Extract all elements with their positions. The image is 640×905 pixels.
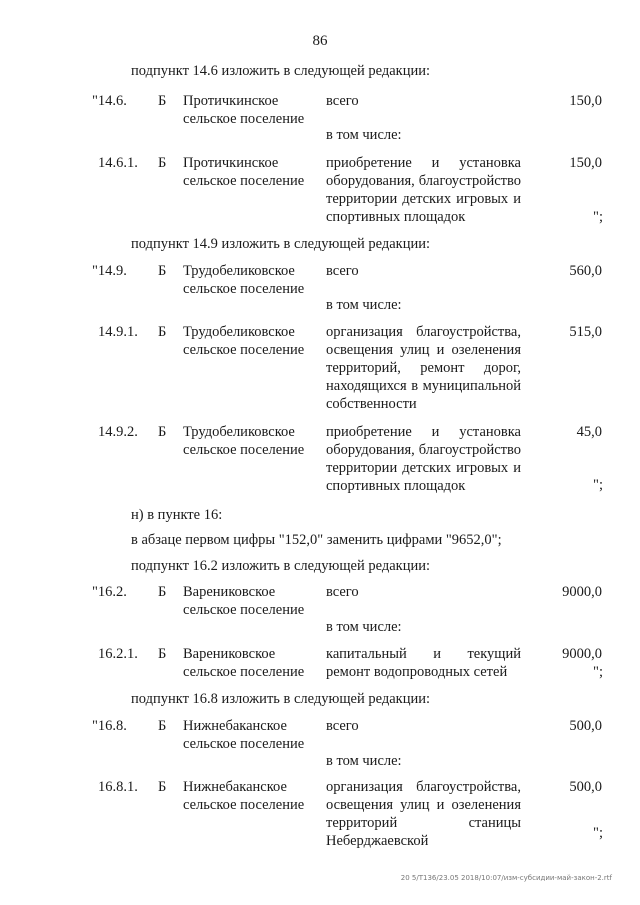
including-label: в том числе:	[326, 619, 402, 635]
item-municipality: Протичкинское сельское поселение	[183, 93, 305, 127]
page-number: 86	[312, 33, 328, 49]
closing-quote: ";	[593, 477, 603, 493]
including-label: в том числе:	[326, 297, 402, 313]
item-municipality: Трудобеликовское сельское поселение	[183, 263, 305, 297]
item-municipality: Протичкинское сельское поселение	[183, 155, 305, 189]
item-municipality: Нижнебаканское сельское поселение	[183, 718, 305, 752]
item-municipality: Трудобеликовское сельское поселение	[183, 324, 305, 358]
item-description: всего	[326, 718, 359, 734]
item-description: организация благоустройства, освещения улиц и озеленения территорий станицы Неберджаевской	[326, 779, 521, 849]
item-category: Б	[158, 263, 167, 279]
item-amount: 500,0	[569, 718, 602, 734]
item-number: "16.8.	[92, 718, 127, 734]
item-category: Б	[158, 93, 167, 109]
item-number: "14.9.	[92, 263, 127, 279]
closing-quote: ";	[593, 825, 603, 841]
item-municipality: Варениковское сельское поселение	[183, 646, 305, 680]
item-description: приобретение и установка оборудования, благоустройство территории детских игровых и спортивных площадок	[326, 424, 521, 494]
item-category: Б	[158, 424, 167, 440]
item-number: 14.9.2.	[98, 424, 138, 440]
item-category: Б	[158, 155, 167, 171]
item-amount: 515,0	[569, 324, 602, 340]
closing-quote: ";	[593, 209, 603, 225]
amendment-intro: подпункт 16.8 изложить в следующей редакции:	[131, 691, 431, 707]
amendment-intro: подпункт 14.6 изложить в следующей редакции:	[131, 63, 431, 79]
item-number: 14.6.1.	[98, 155, 138, 171]
item-number: 16.2.1.	[98, 646, 138, 662]
item-description: всего	[326, 584, 359, 600]
item-description: капитальный и текущий ремонт водопроводных сетей	[326, 646, 521, 680]
item-category: Б	[158, 324, 167, 340]
including-label: в том числе:	[326, 753, 402, 769]
closing-quote: ";	[593, 664, 603, 680]
item-category: Б	[158, 779, 167, 795]
item-amount: 500,0	[569, 779, 602, 795]
item-number: 16.8.1.	[98, 779, 138, 795]
item-description: всего	[326, 263, 359, 279]
item-amount: 150,0	[569, 155, 602, 171]
item-n-heading: н) в пункте 16:	[131, 507, 223, 523]
item-amount: 150,0	[569, 93, 602, 109]
item-description: приобретение и установка оборудования, благоустройство территории детских игровых и спортивных площадок	[326, 155, 521, 225]
amendment-intro: подпункт 14.9 изложить в следующей редакции:	[131, 236, 431, 252]
item-amount: 560,0	[569, 263, 602, 279]
item-municipality: Трудобеликовское сельское поселение	[183, 424, 305, 458]
item-amount: 9000,0	[562, 584, 602, 600]
item-category: Б	[158, 584, 167, 600]
item-amount: 9000,0	[562, 646, 602, 662]
item-municipality: Варениковское сельское поселение	[183, 584, 305, 618]
item-n-paragraph: в абзаце первом цифры "152,0" заменить цифрами "9652,0";	[131, 532, 502, 548]
item-amount: 45,0	[576, 424, 602, 440]
document-footer: 20 5/Т136/23.05 2018/10:07/изм-субсидии-май-закон-2.rtf	[400, 874, 612, 882]
item-number: 14.9.1.	[98, 324, 138, 340]
item-number: "14.6.	[92, 93, 127, 109]
item-municipality: Нижнебаканское сельское поселение	[183, 779, 305, 813]
item-description: всего	[326, 93, 359, 109]
item-number: "16.2.	[92, 584, 127, 600]
including-label: в том числе:	[326, 127, 402, 143]
item-description: организация благоустройства, освещения улиц и озеленения территорий, ремонт дорог, находящихся в муниципальной собственности	[326, 324, 521, 412]
item-category: Б	[158, 718, 167, 734]
item-category: Б	[158, 646, 167, 662]
amendment-intro: подпункт 16.2 изложить в следующей редакции:	[131, 558, 431, 574]
